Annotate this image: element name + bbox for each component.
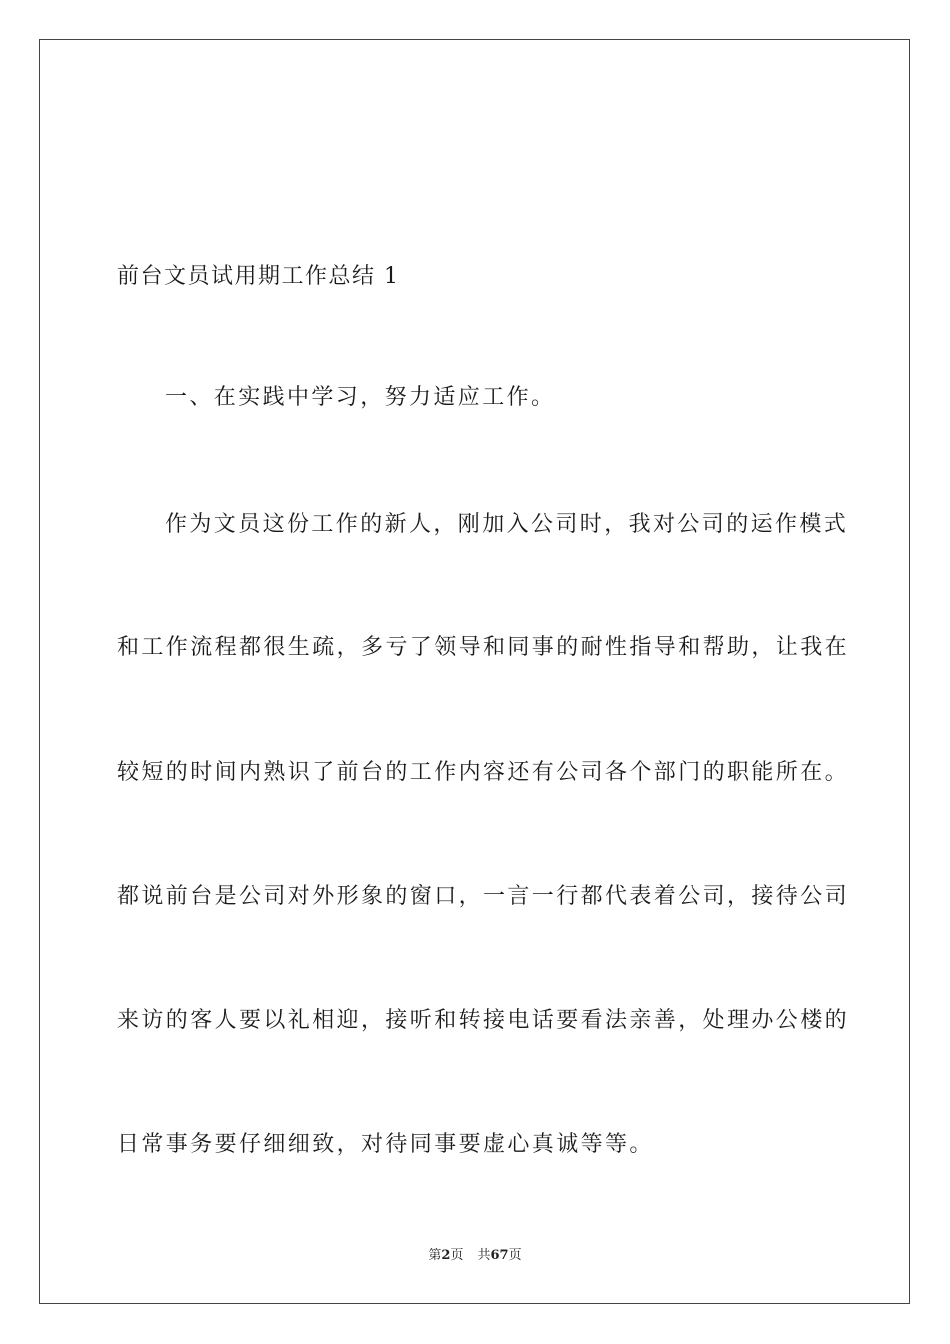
document-title: 前台文员试用期工作总结 1 [117,264,400,289]
page-prefix: 第 [428,1248,442,1263]
paragraph-line: 作为文员这份工作的新人，刚加入公司时，我对公司的运作模式 [165,512,849,537]
paragraph-line: 都说前台是公司对外形象的窗口，一言一行都代表着公司，接待公司 [117,884,850,909]
page-suffix: 页 [450,1248,464,1263]
paragraph-line: 较短的时间内熟识了前台的工作内容还有公司各个部门的职能所在。 [117,760,850,785]
page-border [39,39,910,1304]
page-number: 2 [441,1248,451,1263]
total-suffix: 页 [508,1248,522,1263]
paragraph-line: 来访的客人要以礼相迎，接听和转接电话要看法亲善，处理办公楼的 [117,1008,850,1033]
total-prefix: 共 [477,1248,491,1263]
section-heading: 一、在实践中学习，努力适应工作。 [165,385,556,410]
paragraph-line: 和工作流程都很生疏，多亏了领导和同事的耐性指导和帮助，让我在 [117,635,850,660]
total-pages: 67 [490,1248,509,1263]
paragraph-line: 日常事务要仔细细致，对待同事要虚心真诚等等。 [117,1132,654,1157]
page-footer [0,1247,950,1265]
